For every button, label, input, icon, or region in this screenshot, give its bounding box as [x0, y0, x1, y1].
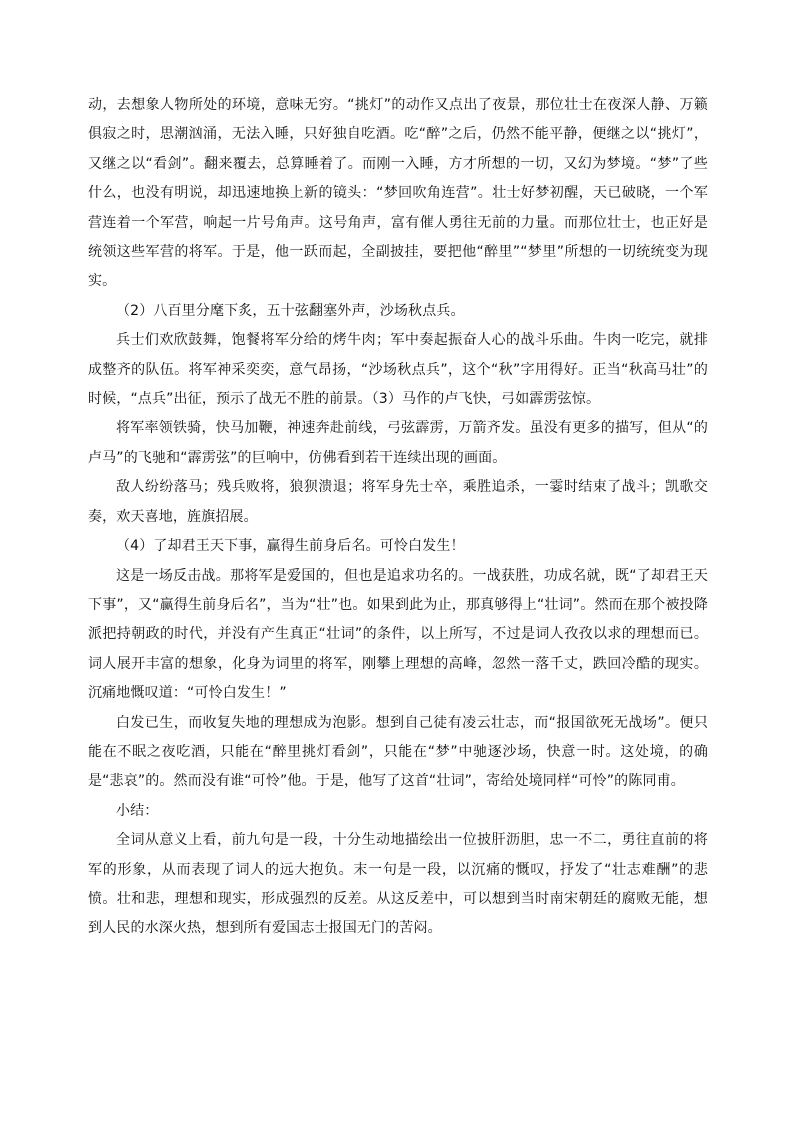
paragraph-analysis-4b: 白发已生，而收复失地的理想成为泡影。想到自己徒有凌云壮志，而“报国欲死无战场”。便只能在不眠之夜吃酒，只能在“醉里挑灯看剑”，只能在“梦”中驰逐沙场，快意一时。这处境，的确是“悲哀”的。然而没有谁“可怜”他。于是，他写了这首“壮词”，寄给处境同样“可怜”的陈同甫。 — [88, 714, 708, 790]
paragraph-analysis-3b: 敌人纷纷落马；残兵败将，狼狈溃退；将军身先士卒，乘胜追杀，一霎时结束了战斗；凯歌交奏，欢天喜地，旌旗招展。 — [88, 479, 708, 525]
paragraph-line-4: （4）了却君王天下事，赢得生前身后名。可怜白发生！ — [116, 538, 465, 555]
summary-heading: 小结： — [116, 802, 159, 819]
document-body — [88, 91, 708, 944]
paragraph-continuation: 动，去想象人物所处的环境，意味无穷。“挑灯”的动作又点出了夜景，那位壮士在夜深人静、万籁俱寂之时，思潮汹涌，无法入睡，只好独自吃酒。吃“醉”之后，仍然不能平静，便继之以“挑灯”，又继之以“看剑”。翻来覆去，总算睡着了。而刚一入睡，方才所想的一切，又幻为梦境。“梦”了些什么，也没有明说，却迅速地换上新的镜头：“梦回吹角连营”。壮士好梦初醒，天已破晓，一个军营连着一个军营，响起一片号角声。这号角声，富有催人勇往无前的力量。而那位壮士，也正好是统领这些军营的将军。于是，他一跃而起，全副披挂，要把他“醉里”“梦里”所想的一切统统变为现实。 — [88, 97, 708, 290]
paragraph-line-2: （2）八百里分麾下炙，五十弦翻塞外声，沙场秋点兵。 — [116, 302, 465, 319]
paragraph-analysis-4: 这是一场反击战。那将军是爱国的，但也是追求功名的。一战获胜，功成名就，既“了却君王天下事”，又“赢得生前身后名”，当为“壮”也。如果到此为止，那真够得上“壮词”。然而在那个被投降派把持朝政的时代，并没有产生真正“壮词”的条件，以上所写，不过是词人孜孜以求的理想而已。词人展开丰富的想象，化身为词里的将军，刚攀上理想的高峰，忽然一落千丈，跌回冷酷的现实。沉痛地慨叹道：“可怜白发生！” — [88, 567, 708, 702]
summary-paragraph: 全词从意义上看，前九句是一段，十分生动地描绘出一位披肝沥胆，忠一不二，勇往直前的将军的形象，从而表现了词人的远大抱负。末一句是一段，以沉痛的慨叹，抒发了“壮志难酬”的悲愤。壮和悲，理想和现实，形成强烈的反差。从这反差中，可以想到当时南宋朝廷的腐败无能，想到人民的水深火热，想到所有爱国志士报国无门的苦闷。 — [88, 832, 708, 937]
paragraph-analysis-2: 兵士们欢欣鼓舞，饱餐将军分给的烤牛肉；军中奏起振奋人心的战斗乐曲。牛肉一吃完，就排成整齐的队伍。将军神采奕奕，意气昂扬，“沙场秋点兵”，这个“秋”字用得好。正当“秋高马壮”的时候，“点兵”出征，预示了战无不胜的前景。（3）马作的卢飞快，弓如霹雳弦惊。 — [88, 332, 708, 408]
paragraph-analysis-3: 将军率领铁骑，快马加鞭，神速奔赴前线，弓弦霹雳，万箭齐发。虽没有更多的描写，但从“的卢马”的飞驰和“霹雳弦”的巨响中，仿佛看到若干连续出现的画面。 — [88, 420, 708, 466]
